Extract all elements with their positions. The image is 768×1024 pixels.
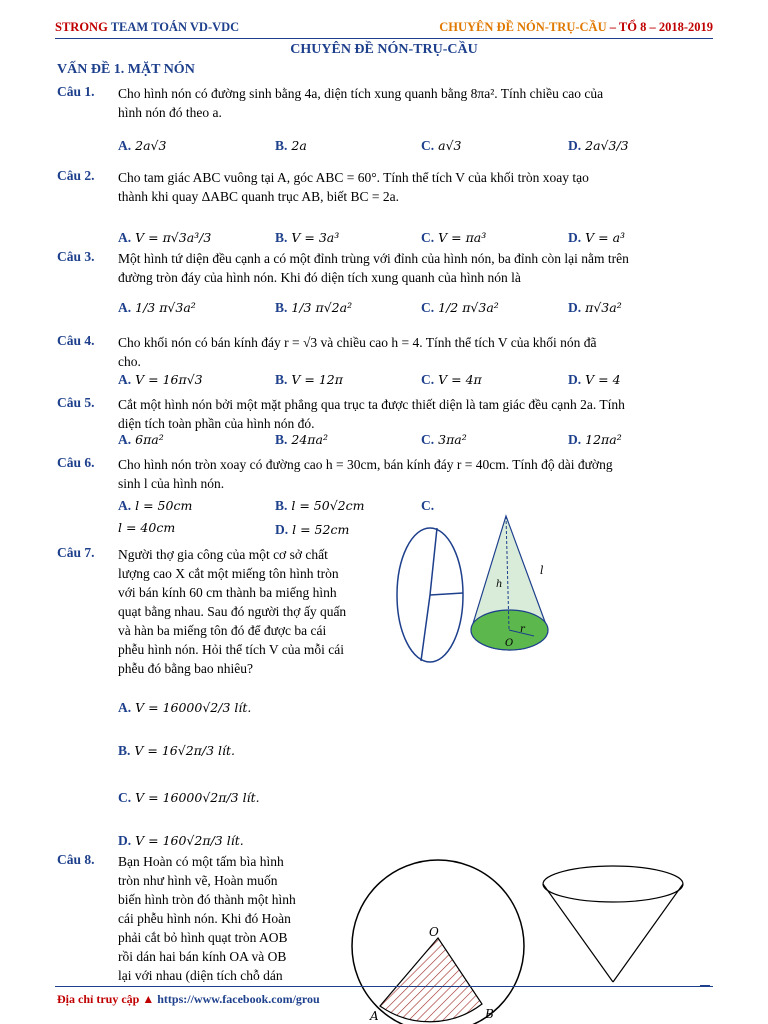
footer-rule (55, 986, 713, 987)
option-a: A. l = 50cm (118, 498, 193, 513)
option-b: B. V = 16√2π/3 lít. (118, 743, 236, 758)
label-o: O (429, 925, 439, 939)
question-number: Câu 5. (57, 395, 95, 410)
page-header (55, 18, 713, 39)
question-number: Câu 4. (57, 333, 95, 348)
option-c-value: l = 40cm (118, 520, 176, 535)
question-number: Câu 8. (57, 852, 95, 867)
option-c: C. 1/2 π√3a² (421, 300, 499, 315)
question-number: Câu 3. (57, 249, 95, 264)
option-d: D. V = 4 (568, 372, 621, 387)
option-a: A. 1/3 π√3a² (118, 300, 196, 315)
option-c: C. V = 16000√2π/3 lít. (118, 790, 260, 805)
option-a: A. 6πa² (118, 432, 164, 447)
option-b: B. l = 50√2cm (275, 498, 365, 513)
option-b: B. V = 3a³ (275, 230, 340, 245)
header-team: STRONG TEAM TOÁN VD-VDC (55, 20, 240, 34)
footer-link[interactable]: https://www.facebook.com/grou (157, 992, 320, 1006)
option-d: D. 2a√3/3 (568, 138, 629, 153)
label-b: B (485, 1007, 494, 1021)
question-text: Cho khối nón có bán kính đáy r = √3 và chiều cao h = 4. Tính thể tích V của khối nón đã cho. (118, 335, 597, 369)
question-text: Cắt một hình nón bởi một mặt phẳng qua trục ta được thiết diện là tam giác đều cạnh 2a. Tính diện tích toàn phần của hình nón đó. (118, 397, 625, 431)
option-d: D. π√3a² (568, 300, 622, 315)
document-title: CHUYÊN ĐỀ NÓN-TRỤ-CẦU (290, 42, 478, 57)
cone-label-h: h (496, 579, 503, 590)
option-d: D. l = 52cm (275, 522, 350, 537)
cone-label-l: l (540, 564, 544, 577)
cone-figure (468, 512, 558, 662)
question-number: Câu 6. (57, 455, 95, 470)
option-a: A. V = 16π√3 (118, 372, 203, 387)
page-footer: Địa chỉ truy cập ▲ https://www.facebook.com/grou (57, 992, 320, 1006)
question-text: Bạn Hoàn có một tấm bìa hình tròn như hình vẽ, Hoàn muốn biến hình tròn đó thành một hình cái phễu hình nón. Khi đó Hoàn phải cắt bỏ hình quạt tròn AOB rồi dán hai bán kính OA và OB lại với nhau (diện tích chỗ dán (118, 854, 296, 983)
header-topic: CHUYÊN ĐỀ NÓN-TRỤ-CẦU – TỔ 8 – 2018-2019 (439, 20, 713, 34)
question-text: Một hình tứ diện đều cạnh a có một đỉnh trùng với đỉnh của hình nón, ba đỉnh còn lại nằm trên đường tròn đáy của hình nón. Khi đó diện tích xung quanh của hình nón là (118, 251, 629, 285)
question-text: Cho hình nón tròn xoay có đường cao h = 30cm, bán kính đáy r = 40cm. Tính độ dài đường sinh l của hình nón. (118, 457, 613, 491)
three-sector-circle-figure (395, 525, 465, 665)
question-text: Cho hình nón có đường sinh bằng 4a, diện tích xung quanh bằng 8πa². Tính chiều cao của hình nón đó theo a. (118, 86, 604, 120)
option-d: D. V = a³ (568, 230, 626, 245)
footer-dash (700, 985, 710, 987)
option-b: B. 2a (275, 138, 307, 153)
option-c: C. 3πa² (421, 432, 467, 447)
sector-aob-figure (350, 858, 530, 1024)
label-a: A (370, 1009, 379, 1023)
option-c: C. V = 4π (421, 372, 482, 387)
option-d: D. 12πa² (568, 432, 622, 447)
facebook-icon: ▲ (142, 992, 155, 1006)
question-number: Câu 1. (57, 84, 95, 99)
option-a: A. V = 16000√2/3 lít. (118, 700, 252, 715)
option-c: C. a√3 (421, 138, 462, 153)
option-c: C. (421, 498, 435, 513)
option-a: A. 2a√3 (118, 138, 167, 153)
funnel-cone-figure (540, 862, 690, 987)
option-b: B. V = 12π (275, 372, 343, 387)
question-text: Cho tam giác ABC vuông tại A, góc ABC = 60°. Tính thể tích V của khối tròn xoay tạo thành khi quay ΔABC quanh trục AB, biết BC = 2a. (118, 170, 589, 204)
question-number: Câu 2. (57, 168, 95, 183)
section-heading: VẤN ĐỀ 1. MẶT NÓN (57, 62, 195, 77)
question-number: Câu 7. (57, 545, 95, 560)
option-a: A. V = π√3a³/3 (118, 230, 212, 245)
cone-label-o: O (505, 638, 514, 649)
question-text: Người thợ gia công của một cơ sở chất lượng cao X cắt một miếng tôn hình tròn với bán kính 60 cm thành ba miếng hình quạt bằng nhau. Sau đó người thợ ấy quấn và hàn ba miếng tôn đó để được ba cái phễu hình nón. Hỏi thể tích V của mỗi cái phễu đó bằng bao nhiêu? (118, 547, 347, 676)
option-d: D. V = 160√2π/3 lít. (118, 833, 244, 848)
cone-label-r: r (520, 624, 525, 635)
option-b: B. 24πa² (275, 432, 328, 447)
option-b: B. 1/3 π√2a² (275, 300, 353, 315)
option-c: C. V = πa³ (421, 230, 487, 245)
